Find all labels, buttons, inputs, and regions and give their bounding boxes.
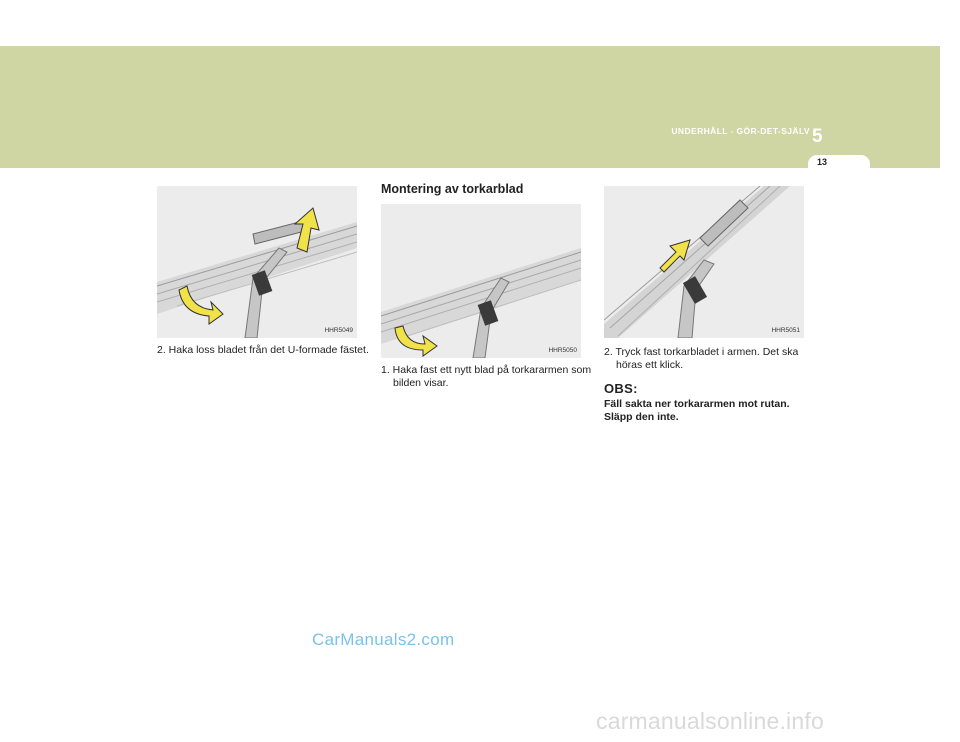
step-remove-blade: 2. Haka loss bladet från det U-formade fästet. [157, 344, 369, 356]
figure-remove-blade [157, 186, 357, 338]
section-title: Montering av torkarblad [381, 182, 524, 196]
watermark-carmanuals2[interactable]: CarManuals2.com [312, 630, 455, 649]
wiper-illustration-3 [604, 186, 804, 338]
header-band [0, 46, 940, 168]
step-press-blade: 2. Tryck fast torkarbladet i armen. Det ska höras ett klick. [604, 346, 799, 371]
note-heading: OBS: [604, 381, 638, 396]
note-text: Fäll sakta ner torkararmen mot rutan. Släpp den inte. [604, 398, 790, 423]
figure-press-blade [604, 186, 804, 338]
chapter-number: 5 [812, 126, 823, 147]
figure-code: HHR5049 [324, 327, 353, 334]
wiper-illustration-2 [381, 204, 581, 358]
figure-code: HHR5050 [548, 347, 577, 354]
figure-hook-blade [381, 204, 581, 358]
wiper-illustration-1 [157, 186, 357, 338]
watermark-carmanualsonline: carmanualsonline.info [596, 708, 824, 734]
step-hook-blade: 1. Haka fast ett nytt blad på torkararmen som bilden visar. [381, 364, 592, 389]
figure-code: HHR5051 [771, 327, 800, 334]
page-number: 13 [816, 157, 827, 167]
chapter-title: UNDERHÅLL - GÖR-DET-SJÄLV [671, 126, 810, 136]
